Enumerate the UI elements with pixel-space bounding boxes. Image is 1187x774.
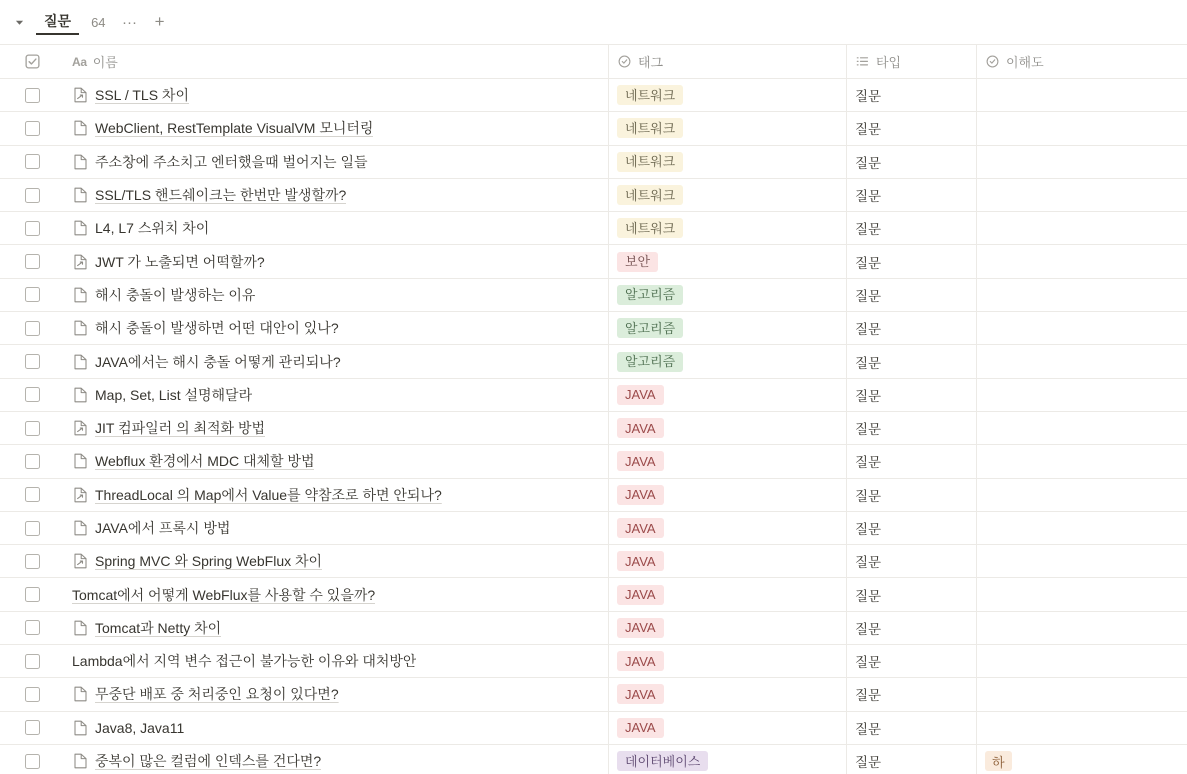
row-type-label: 질문: [855, 322, 882, 338]
row-select-cell[interactable]: [0, 512, 64, 544]
row-checkbox[interactable]: [25, 754, 40, 769]
tag-pill: 보안: [617, 252, 658, 272]
row-select-cell[interactable]: [0, 312, 64, 344]
table-row[interactable]: [0, 712, 1187, 745]
page-document-icon: [72, 619, 89, 636]
row-type-label: 질문: [855, 688, 882, 704]
row-type-label: 질문: [855, 255, 882, 271]
row-tag-cell[interactable]: [609, 512, 847, 544]
row-name-label[interactable]: SSL / TLS 차이: [95, 87, 189, 104]
row-select-cell[interactable]: [0, 545, 64, 577]
table-row[interactable]: [0, 745, 1187, 774]
row-type-label: 질문: [855, 488, 882, 504]
row-type-label: 질문: [855, 388, 882, 404]
row-tag-cell[interactable]: [609, 212, 847, 244]
table-row[interactable]: [0, 445, 1187, 478]
column-header-type-label: 타입: [876, 55, 902, 70]
page-link-icon: [72, 87, 89, 104]
row-type-cell[interactable]: [847, 379, 977, 411]
row-understanding-cell[interactable]: [977, 745, 1187, 774]
row-name-cell[interactable]: [64, 745, 609, 774]
tag-pill: 네트워크: [617, 118, 683, 138]
column-header-type[interactable]: [847, 45, 977, 78]
checkbox-header-icon[interactable]: [24, 54, 40, 70]
row-checkbox[interactable]: [25, 254, 40, 269]
table-row[interactable]: [0, 379, 1187, 412]
row-tag-cell[interactable]: [609, 412, 847, 444]
page-document-icon: [72, 520, 89, 537]
page-document-icon: [72, 153, 89, 170]
tag-pill: JAVA: [617, 651, 664, 671]
table-row[interactable]: [0, 612, 1187, 645]
row-understanding-cell[interactable]: [977, 112, 1187, 144]
row-select-cell[interactable]: [0, 212, 64, 244]
page-document-icon: [72, 220, 89, 237]
row-name-label[interactable]: 해시 충돌이 발생하면 어떤 대안이 있나?: [95, 320, 339, 337]
row-tag-cell[interactable]: [609, 578, 847, 610]
row-select-cell[interactable]: [0, 479, 64, 511]
row-understanding-cell[interactable]: [977, 245, 1187, 277]
row-tag-cell[interactable]: [609, 645, 847, 677]
tag-pill: 네트워크: [617, 85, 683, 105]
row-checkbox[interactable]: [25, 121, 40, 136]
title-aa-icon: Aa: [72, 54, 87, 69]
tag-pill: JAVA: [617, 585, 664, 605]
row-name-label[interactable]: L4, L7 스위치 차이: [95, 220, 210, 237]
row-understanding-cell[interactable]: [977, 712, 1187, 744]
column-header-tag-label: 태그: [638, 55, 664, 70]
tag-pill: 데이터베이스: [617, 751, 708, 771]
row-name-cell[interactable]: [64, 279, 609, 311]
row-type-label: 질문: [855, 222, 882, 238]
row-name-label[interactable]: SSL/TLS 핸드쉐이크는 한번만 발생할까?: [95, 187, 347, 204]
row-understanding-cell[interactable]: [977, 578, 1187, 610]
page-document-icon: [72, 453, 89, 470]
tag-pill: 네트워크: [617, 185, 683, 205]
row-select-cell[interactable]: [0, 245, 64, 277]
row-name-cell[interactable]: [64, 212, 609, 244]
row-checkbox[interactable]: [25, 620, 40, 635]
row-tag-cell[interactable]: [609, 745, 847, 774]
row-tag-cell[interactable]: [609, 445, 847, 477]
row-name-label[interactable]: JAVA에서 프록시 방법: [95, 520, 231, 536]
table-row[interactable]: [0, 245, 1187, 278]
row-checkbox[interactable]: [25, 587, 40, 602]
row-type-cell[interactable]: [847, 146, 977, 178]
row-type-cell[interactable]: [847, 745, 977, 774]
row-understanding-cell[interactable]: [977, 212, 1187, 244]
add-view-icon[interactable]: +: [154, 12, 165, 31]
row-type-label: 질문: [855, 522, 882, 537]
row-name-cell[interactable]: [64, 312, 609, 344]
row-name-cell[interactable]: [64, 179, 609, 211]
row-checkbox[interactable]: [25, 487, 40, 502]
row-type-cell[interactable]: [847, 479, 977, 511]
row-type-label: 질문: [855, 155, 882, 171]
row-name-cell[interactable]: [64, 678, 609, 710]
row-name-cell[interactable]: [64, 379, 609, 411]
row-tag-cell[interactable]: [609, 112, 847, 144]
tag-pill: JAVA: [617, 385, 664, 405]
row-type-cell[interactable]: [847, 345, 977, 377]
tab-question[interactable]: [36, 9, 79, 35]
more-options-icon[interactable]: ···: [122, 13, 138, 31]
row-type-cell[interactable]: [847, 545, 977, 577]
page-document-icon: [72, 353, 89, 370]
row-type-label: 질문: [855, 288, 882, 304]
row-checkbox[interactable]: [25, 321, 40, 336]
row-select-cell[interactable]: [0, 179, 64, 211]
row-type-cell[interactable]: [847, 645, 977, 677]
page-document-icon: [72, 686, 89, 703]
row-name-cell[interactable]: [64, 245, 609, 277]
view-count: 64: [91, 14, 106, 30]
table-row[interactable]: [0, 79, 1187, 112]
row-name-label[interactable]: Lambda에서 지역 변수 접근이 불가능한 이유와 대처방안: [72, 653, 417, 670]
row-type-cell[interactable]: [847, 612, 977, 644]
tag-pill: JAVA: [617, 418, 664, 438]
row-checkbox[interactable]: [25, 354, 40, 369]
row-select-cell[interactable]: [0, 379, 64, 411]
page-document-icon: [72, 187, 89, 204]
row-name-cell[interactable]: [64, 412, 609, 444]
row-type-label: 질문: [855, 588, 882, 604]
table-row[interactable]: [0, 545, 1187, 578]
row-name-label[interactable]: JWT 가 노출되면 어떡할까?: [95, 253, 265, 270]
row-checkbox[interactable]: [25, 287, 40, 302]
row-type-cell[interactable]: [847, 212, 977, 244]
page-document-icon: [72, 120, 89, 137]
row-type-cell[interactable]: [847, 112, 977, 144]
row-name-cell[interactable]: [64, 479, 609, 511]
row-name-cell[interactable]: [64, 112, 609, 144]
row-tag-cell[interactable]: [609, 279, 847, 311]
understanding-pill: 하: [985, 751, 1012, 771]
row-checkbox[interactable]: [25, 454, 40, 469]
row-tag-cell[interactable]: [609, 146, 847, 178]
page-document-icon: [72, 386, 89, 403]
page-document-icon: [72, 320, 89, 337]
row-type-label: 질문: [855, 189, 882, 205]
row-select-cell[interactable]: [0, 612, 64, 644]
row-name-cell[interactable]: [64, 645, 609, 677]
tag-pill: JAVA: [617, 551, 664, 571]
row-select-cell[interactable]: [0, 279, 64, 311]
tag-pill: 알고리즘: [617, 352, 683, 372]
row-understanding-cell[interactable]: [977, 479, 1187, 511]
row-understanding-cell[interactable]: [977, 146, 1187, 178]
row-name-label[interactable]: Tomcat과 Netty 차이: [95, 619, 222, 636]
row-type-label: 질문: [855, 721, 882, 737]
row-name-label[interactable]: WebClient, RestTemplate VisualVM 모니터링: [95, 120, 374, 137]
row-select-cell[interactable]: [0, 412, 64, 444]
row-name-cell[interactable]: [64, 545, 609, 577]
row-type-label: 질문: [855, 122, 882, 138]
row-type-cell[interactable]: [847, 279, 977, 311]
row-name-cell[interactable]: [64, 79, 609, 111]
database-table: [0, 44, 1187, 774]
table-row[interactable]: [0, 212, 1187, 245]
row-type-cell[interactable]: [847, 578, 977, 610]
list-icon: [855, 55, 870, 68]
row-understanding-cell[interactable]: [977, 379, 1187, 411]
row-understanding-cell[interactable]: [977, 279, 1187, 311]
page-document-icon: [72, 719, 89, 736]
row-tag-cell[interactable]: [609, 79, 847, 111]
tag-pill: 네트워크: [617, 152, 683, 172]
row-tag-cell[interactable]: [609, 612, 847, 644]
row-type-cell[interactable]: [847, 179, 977, 211]
row-select-cell[interactable]: [0, 678, 64, 710]
tag-pill: JAVA: [617, 684, 664, 704]
row-name-cell[interactable]: [64, 345, 609, 377]
row-select-cell[interactable]: [0, 112, 64, 144]
row-understanding-cell[interactable]: [977, 412, 1187, 444]
row-understanding-cell[interactable]: [977, 312, 1187, 344]
row-select-cell[interactable]: [0, 445, 64, 477]
row-type-label: 질문: [855, 621, 882, 637]
row-type-cell[interactable]: [847, 412, 977, 444]
row-type-label: 질문: [855, 422, 882, 438]
row-understanding-cell[interactable]: [977, 179, 1187, 211]
row-type-label: 질문: [855, 455, 882, 471]
row-select-cell[interactable]: [0, 645, 64, 677]
row-understanding-cell[interactable]: [977, 79, 1187, 111]
view-toolbar: [0, 0, 1187, 44]
table-header-row: [0, 45, 1187, 79]
tag-pill: JAVA: [617, 451, 664, 471]
page-link-icon: [72, 420, 89, 437]
row-name-label[interactable]: Java8, Java11: [95, 719, 185, 736]
table-row[interactable]: [0, 112, 1187, 145]
row-type-cell[interactable]: [847, 445, 977, 477]
caret-down-icon[interactable]: [10, 13, 28, 31]
table-row[interactable]: [0, 312, 1187, 345]
row-type-label: 질문: [855, 755, 882, 771]
row-understanding-cell[interactable]: [977, 545, 1187, 577]
row-name-cell[interactable]: [64, 512, 609, 544]
table-row[interactable]: [0, 412, 1187, 445]
table-row[interactable]: [0, 678, 1187, 711]
row-name-label[interactable]: Webflux 환경에서 MDC 대체할 방법: [95, 453, 315, 470]
row-checkbox[interactable]: [25, 221, 40, 236]
tag-pill: JAVA: [617, 518, 664, 538]
row-name-cell[interactable]: [64, 612, 609, 644]
tag-pill: JAVA: [617, 618, 664, 638]
page-document-icon: [72, 286, 89, 303]
row-name-label[interactable]: Tomcat에서 어떻게 WebFlux를 사용할 수 있을까?: [72, 586, 376, 603]
row-checkbox[interactable]: [25, 387, 40, 402]
row-tag-cell[interactable]: [609, 479, 847, 511]
row-understanding-cell[interactable]: [977, 512, 1187, 544]
row-checkbox[interactable]: [25, 88, 40, 103]
row-name-cell[interactable]: [64, 445, 609, 477]
row-type-label: 질문: [855, 655, 882, 671]
row-name-label[interactable]: 해시 충돌이 발생하는 이유: [95, 286, 256, 303]
row-select-cell[interactable]: [0, 712, 64, 744]
page-document-icon: [72, 753, 89, 770]
row-name-label[interactable]: ThreadLocal 의 Map에서 Value를 약참조로 하면 안되나?: [95, 486, 442, 503]
select-all-cell[interactable]: [0, 45, 64, 78]
table-row[interactable]: [0, 345, 1187, 378]
row-checkbox[interactable]: [25, 720, 40, 735]
row-type-cell[interactable]: [847, 678, 977, 710]
row-checkbox[interactable]: [25, 154, 40, 169]
row-type-label: 질문: [855, 555, 882, 571]
row-tag-cell[interactable]: [609, 179, 847, 211]
row-select-cell[interactable]: [0, 345, 64, 377]
table-row[interactable]: [0, 512, 1187, 545]
column-header-understanding[interactable]: [977, 45, 1187, 78]
row-tag-cell[interactable]: [609, 345, 847, 377]
row-type-label: 질문: [855, 355, 882, 371]
row-select-cell[interactable]: [0, 578, 64, 610]
row-tag-cell[interactable]: [609, 545, 847, 577]
row-name-label[interactable]: JAVA에서는 해시 충돌 어떻게 관리되나?: [95, 353, 341, 370]
row-tag-cell[interactable]: [609, 245, 847, 277]
row-select-cell[interactable]: [0, 745, 64, 774]
page-link-icon: [72, 553, 89, 570]
row-tag-cell[interactable]: [609, 678, 847, 710]
row-type-cell[interactable]: [847, 79, 977, 111]
row-understanding-cell[interactable]: [977, 678, 1187, 710]
row-understanding-cell[interactable]: [977, 445, 1187, 477]
row-understanding-cell[interactable]: [977, 645, 1187, 677]
row-checkbox[interactable]: [25, 421, 40, 436]
row-name-label[interactable]: Spring MVC 와 Spring WebFlux 차이: [95, 553, 323, 570]
column-header-name-label: 이름: [92, 55, 118, 70]
row-type-cell[interactable]: [847, 312, 977, 344]
row-type-cell[interactable]: [847, 512, 977, 544]
row-name-label[interactable]: 무중단 배포 중 처리중인 요청이 있다면?: [95, 686, 339, 703]
tag-pill: 알고리즘: [617, 318, 683, 338]
select-circle-icon: [617, 55, 632, 68]
tab-question-label: 질문: [44, 13, 72, 29]
tag-pill: 알고리즘: [617, 285, 683, 305]
table-row[interactable]: [0, 179, 1187, 212]
table-row[interactable]: [0, 279, 1187, 312]
row-checkbox[interactable]: [25, 188, 40, 203]
table-body: [0, 79, 1187, 774]
row-checkbox[interactable]: [25, 521, 40, 536]
table-row[interactable]: [0, 645, 1187, 678]
row-checkbox[interactable]: [25, 654, 40, 669]
row-tag-cell[interactable]: [609, 712, 847, 744]
row-type-cell[interactable]: [847, 245, 977, 277]
page-link-icon: [72, 253, 89, 270]
page-link-icon: [72, 486, 89, 503]
row-understanding-cell[interactable]: [977, 345, 1187, 377]
row-name-label[interactable]: Map, Set, List 설명해달라: [95, 386, 253, 403]
row-tag-cell[interactable]: [609, 312, 847, 344]
table-row[interactable]: [0, 146, 1187, 179]
row-name-label[interactable]: 중복이 많은 컬럼에 인덱스를 건다면?: [95, 753, 322, 770]
column-header-name[interactable]: [64, 45, 609, 78]
tag-pill: JAVA: [617, 718, 664, 738]
select-circle-icon: [985, 55, 1000, 68]
tag-pill: JAVA: [617, 485, 664, 505]
row-checkbox[interactable]: [25, 554, 40, 569]
table-row[interactable]: [0, 479, 1187, 512]
column-header-tag[interactable]: [609, 45, 847, 78]
row-understanding-cell[interactable]: [977, 612, 1187, 644]
row-checkbox[interactable]: [25, 687, 40, 702]
row-select-cell[interactable]: [0, 146, 64, 178]
column-header-understanding-label: 이해도: [1006, 55, 1044, 70]
row-name-label[interactable]: 주소창에 주소치고 엔터했을때 벌어지는 일들: [95, 153, 368, 170]
row-name-label[interactable]: JIT 컴파일러 의 최적화 방법: [95, 420, 265, 437]
tag-pill: 네트워크: [617, 218, 683, 238]
table-row[interactable]: [0, 578, 1187, 611]
row-type-cell[interactable]: [847, 712, 977, 744]
row-name-cell[interactable]: [64, 578, 609, 610]
row-select-cell[interactable]: [0, 79, 64, 111]
row-name-cell[interactable]: [64, 712, 609, 744]
row-name-cell[interactable]: [64, 146, 609, 178]
row-tag-cell[interactable]: [609, 379, 847, 411]
row-type-label: 질문: [855, 89, 882, 105]
